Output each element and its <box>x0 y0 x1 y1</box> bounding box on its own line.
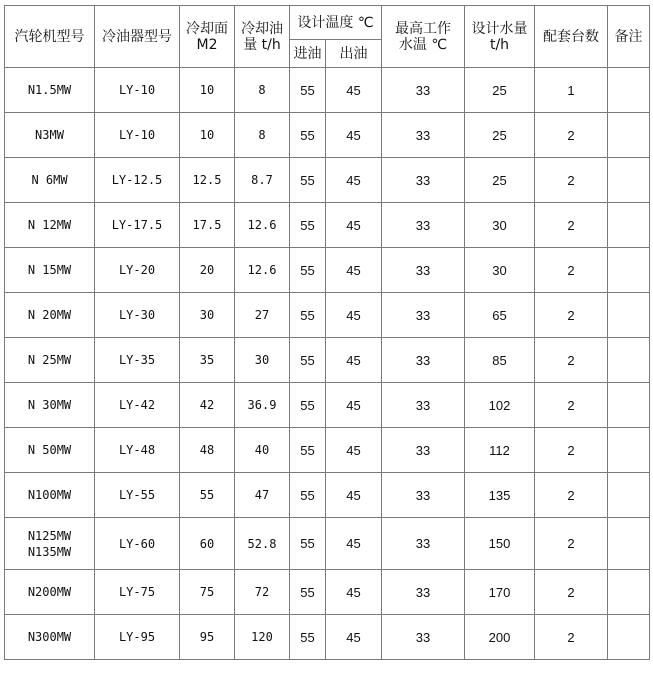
table-row <box>5 158 650 203</box>
cell-outlet-oil: 45 <box>326 113 382 158</box>
cell-outlet-oil: 45 <box>326 518 382 570</box>
cell-oil-flow: 40 <box>235 428 290 473</box>
cell-max-water-temp: 33 <box>382 203 465 248</box>
cell-outlet-oil: 45 <box>326 203 382 248</box>
cell-remarks <box>608 428 650 473</box>
cell-inlet-oil: 55 <box>290 615 326 660</box>
cell-remarks <box>608 203 650 248</box>
cell-max-water-temp: 33 <box>382 293 465 338</box>
cell-oil-flow: 27 <box>235 293 290 338</box>
cell-cooling-area: 55 <box>180 473 235 518</box>
cell-max-water-temp: 33 <box>382 473 465 518</box>
cell-max-water-temp: 33 <box>382 113 465 158</box>
cell-oil-flow: 12.6 <box>235 248 290 293</box>
header-design-temp: 设计温度 ℃ <box>290 6 382 40</box>
cell-units: 2 <box>535 383 608 428</box>
cell-cooling-area: 10 <box>180 68 235 113</box>
cell-remarks <box>608 248 650 293</box>
cell-max-water-temp: 33 <box>382 338 465 383</box>
cell-cooling-area: 30 <box>180 293 235 338</box>
cell-cooler-model: LY-20 <box>95 248 180 293</box>
cell-water-flow: 85 <box>465 338 535 383</box>
cell-remarks <box>608 158 650 203</box>
cell-turbine-model: N125MW N135MW <box>5 518 95 570</box>
cell-remarks <box>608 113 650 158</box>
cell-remarks <box>608 518 650 570</box>
table-header <box>5 6 650 68</box>
table-row <box>5 428 650 473</box>
table-row <box>5 338 650 383</box>
cell-max-water-temp: 33 <box>382 158 465 203</box>
cell-cooling-area: 35 <box>180 338 235 383</box>
table-row <box>5 518 650 570</box>
cell-oil-flow: 47 <box>235 473 290 518</box>
cell-cooling-area: 75 <box>180 570 235 615</box>
cell-units: 2 <box>535 518 608 570</box>
cell-outlet-oil: 45 <box>326 293 382 338</box>
cell-cooling-area: 60 <box>180 518 235 570</box>
cell-oil-flow: 8 <box>235 68 290 113</box>
cell-units: 2 <box>535 570 608 615</box>
table-row <box>5 203 650 248</box>
cell-inlet-oil: 55 <box>290 518 326 570</box>
cell-units: 2 <box>535 248 608 293</box>
table-row <box>5 248 650 293</box>
cell-outlet-oil: 45 <box>326 68 382 113</box>
cell-inlet-oil: 55 <box>290 113 326 158</box>
cell-outlet-oil: 45 <box>326 473 382 518</box>
cell-units: 2 <box>535 615 608 660</box>
cell-cooling-area: 95 <box>180 615 235 660</box>
cell-max-water-temp: 33 <box>382 248 465 293</box>
cell-remarks <box>608 383 650 428</box>
table-row <box>5 68 650 113</box>
cell-turbine-model: N 25MW <box>5 338 95 383</box>
cell-remarks <box>608 473 650 518</box>
cell-outlet-oil: 45 <box>326 338 382 383</box>
oil-cooler-spec-table <box>4 5 650 660</box>
cell-cooler-model: LY-42 <box>95 383 180 428</box>
cell-cooling-area: 12.5 <box>180 158 235 203</box>
header-cooling-area: 冷却面 M2 <box>180 6 235 68</box>
cell-water-flow: 135 <box>465 473 535 518</box>
cell-outlet-oil: 45 <box>326 248 382 293</box>
cell-turbine-model: N 50MW <box>5 428 95 473</box>
cell-outlet-oil: 45 <box>326 428 382 473</box>
cell-inlet-oil: 55 <box>290 383 326 428</box>
cell-water-flow: 30 <box>465 203 535 248</box>
cell-remarks <box>608 570 650 615</box>
cell-units: 2 <box>535 338 608 383</box>
table-row <box>5 615 650 660</box>
cell-units: 2 <box>535 158 608 203</box>
cell-remarks <box>608 293 650 338</box>
cell-turbine-model: N 15MW <box>5 248 95 293</box>
cell-cooler-model: LY-35 <box>95 338 180 383</box>
header-oil-flow: 冷却油 量 t/h <box>235 6 290 68</box>
cell-units: 2 <box>535 113 608 158</box>
cell-cooler-model: LY-95 <box>95 615 180 660</box>
cell-outlet-oil: 45 <box>326 158 382 203</box>
cell-cooling-area: 48 <box>180 428 235 473</box>
cell-turbine-model: N 30MW <box>5 383 95 428</box>
cell-cooling-area: 42 <box>180 383 235 428</box>
cell-oil-flow: 8 <box>235 113 290 158</box>
cell-water-flow: 112 <box>465 428 535 473</box>
cell-cooler-model: LY-17.5 <box>95 203 180 248</box>
cell-water-flow: 65 <box>465 293 535 338</box>
cell-oil-flow: 8.7 <box>235 158 290 203</box>
header-outlet-oil: 出油 <box>326 40 382 68</box>
cell-water-flow: 170 <box>465 570 535 615</box>
cell-max-water-temp: 33 <box>382 570 465 615</box>
cell-units: 2 <box>535 293 608 338</box>
cell-turbine-model: N200MW <box>5 570 95 615</box>
cell-units: 1 <box>535 68 608 113</box>
cell-water-flow: 25 <box>465 113 535 158</box>
cell-cooler-model: LY-75 <box>95 570 180 615</box>
cell-units: 2 <box>535 428 608 473</box>
cell-water-flow: 25 <box>465 158 535 203</box>
cell-inlet-oil: 55 <box>290 570 326 615</box>
cell-water-flow: 200 <box>465 615 535 660</box>
cell-inlet-oil: 55 <box>290 338 326 383</box>
cell-units: 2 <box>535 473 608 518</box>
cell-cooler-model: LY-48 <box>95 428 180 473</box>
cell-max-water-temp: 33 <box>382 383 465 428</box>
cell-inlet-oil: 55 <box>290 293 326 338</box>
cell-turbine-model: N1.5MW <box>5 68 95 113</box>
cell-oil-flow: 12.6 <box>235 203 290 248</box>
cell-inlet-oil: 55 <box>290 428 326 473</box>
cell-oil-flow: 30 <box>235 338 290 383</box>
cell-max-water-temp: 33 <box>382 615 465 660</box>
table-row <box>5 473 650 518</box>
cell-turbine-model: N 6MW <box>5 158 95 203</box>
cell-cooler-model: LY-10 <box>95 113 180 158</box>
cell-outlet-oil: 45 <box>326 570 382 615</box>
cell-turbine-model: N 12MW <box>5 203 95 248</box>
cell-outlet-oil: 45 <box>326 615 382 660</box>
header-water-flow: 设计水量 t/h <box>465 6 535 68</box>
table-row <box>5 570 650 615</box>
table-row <box>5 113 650 158</box>
cell-max-water-temp: 33 <box>382 68 465 113</box>
cell-remarks <box>608 615 650 660</box>
cell-remarks <box>608 338 650 383</box>
cell-water-flow: 150 <box>465 518 535 570</box>
cell-inlet-oil: 55 <box>290 248 326 293</box>
table-body <box>5 68 650 660</box>
cell-oil-flow: 120 <box>235 615 290 660</box>
cell-inlet-oil: 55 <box>290 473 326 518</box>
cell-turbine-model: N3MW <box>5 113 95 158</box>
cell-cooler-model: LY-10 <box>95 68 180 113</box>
header-remarks: 备注 <box>608 6 650 68</box>
cell-cooler-model: LY-30 <box>95 293 180 338</box>
cell-oil-flow: 36.9 <box>235 383 290 428</box>
table-row <box>5 383 650 428</box>
cell-water-flow: 25 <box>465 68 535 113</box>
header-inlet-oil: 进油 <box>290 40 326 68</box>
cell-units: 2 <box>535 203 608 248</box>
cell-turbine-model: N 20MW <box>5 293 95 338</box>
cell-turbine-model: N100MW <box>5 473 95 518</box>
cell-inlet-oil: 55 <box>290 158 326 203</box>
cell-cooling-area: 20 <box>180 248 235 293</box>
cell-max-water-temp: 33 <box>382 518 465 570</box>
header-units: 配套台数 <box>535 6 608 68</box>
cell-cooling-area: 10 <box>180 113 235 158</box>
cell-outlet-oil: 45 <box>326 383 382 428</box>
cell-cooler-model: LY-12.5 <box>95 158 180 203</box>
cell-cooling-area: 17.5 <box>180 203 235 248</box>
cell-inlet-oil: 55 <box>290 203 326 248</box>
cell-oil-flow: 72 <box>235 570 290 615</box>
cell-cooler-model: LY-55 <box>95 473 180 518</box>
cell-max-water-temp: 33 <box>382 428 465 473</box>
header-cooler-model: 冷油器型号 <box>95 6 180 68</box>
cell-cooler-model: LY-60 <box>95 518 180 570</box>
cell-remarks <box>608 68 650 113</box>
cell-water-flow: 30 <box>465 248 535 293</box>
header-turbine-model: 汽轮机型号 <box>5 6 95 68</box>
cell-inlet-oil: 55 <box>290 68 326 113</box>
table-row <box>5 293 650 338</box>
cell-oil-flow: 52.8 <box>235 518 290 570</box>
header-max-water-temp: 最高工作 水温 ℃ <box>382 6 465 68</box>
cell-water-flow: 102 <box>465 383 535 428</box>
cell-turbine-model: N300MW <box>5 615 95 660</box>
